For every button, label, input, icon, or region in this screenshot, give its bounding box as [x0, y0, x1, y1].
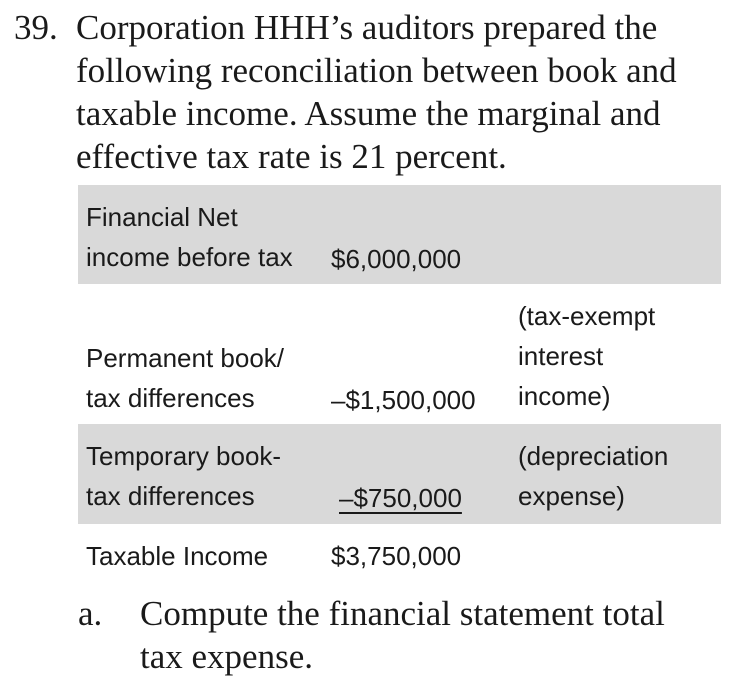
note-line: (depreciation	[518, 441, 669, 471]
description-line: income before tax	[86, 242, 293, 272]
note-line: expense)	[518, 481, 625, 511]
row-amount	[331, 478, 511, 518]
description-line: Permanent book/	[86, 343, 285, 373]
note-line: interest	[518, 341, 604, 371]
sub-question-letter: a.	[78, 594, 103, 633]
sub-question-text-line: tax expense.	[140, 637, 313, 676]
description-line: Financial Net	[86, 202, 238, 232]
question-text-line: taxable income. Assume the marginal and	[76, 94, 661, 133]
description-line: Temporary book-	[86, 441, 282, 471]
question-text-line: effective tax rate is 21 percent.	[76, 137, 507, 176]
sub-question-text-line: Compute the financial statement total	[140, 594, 665, 633]
table-row	[78, 284, 721, 424]
question-text	[76, 6, 726, 178]
underlined-amount: –$750,000	[339, 483, 462, 513]
reconciliation-table	[78, 185, 721, 586]
row-amount: –$1,500,000	[331, 385, 476, 415]
row-note	[518, 436, 718, 516]
description-line: tax differences	[86, 383, 255, 413]
row-amount: $3,750,000	[331, 541, 462, 571]
row-description	[86, 536, 326, 576]
note-line: income)	[518, 381, 611, 411]
table-row	[78, 424, 721, 524]
row-description	[86, 436, 326, 516]
question-number: 39.	[14, 8, 58, 47]
table-row	[78, 524, 721, 586]
row-note	[518, 296, 718, 416]
row-description	[86, 338, 326, 418]
description-line: tax differences	[86, 481, 255, 511]
row-amount: $6,000,000	[331, 244, 462, 274]
note-line: (tax-exempt	[518, 301, 656, 331]
question-text-line: Corporation HHH’s auditors prepared the	[76, 8, 658, 47]
description-line: Taxable Income	[86, 541, 269, 571]
sub-question-text	[140, 592, 720, 678]
question-text-line: following reconciliation between book and	[76, 51, 677, 90]
table-row	[78, 185, 721, 284]
row-description	[86, 197, 326, 277]
